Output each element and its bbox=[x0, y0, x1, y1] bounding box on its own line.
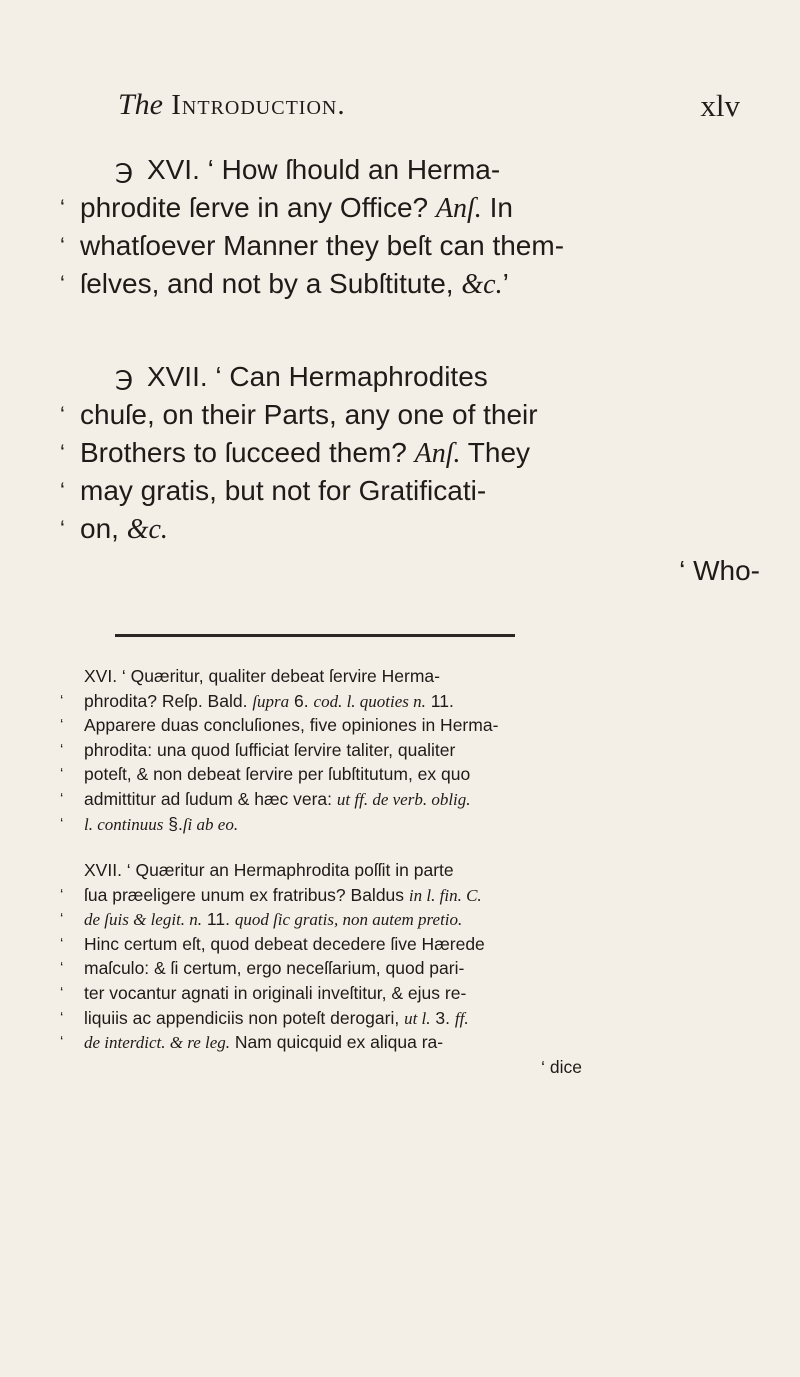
fn17-ff: ff. bbox=[454, 1008, 469, 1028]
fn17-quote: quod ſic gratis, non autem pretio. bbox=[234, 910, 463, 930]
fn17-citation-4: de interdict. & re leg. bbox=[84, 1033, 231, 1053]
footnote-16 bbox=[60, 664, 760, 836]
fn17-line-6: ter vocantur agnati in originali inveſtitur, & ejus re- bbox=[84, 982, 467, 1003]
q17-line-1 bbox=[60, 358, 760, 396]
q17-line-4-text: may gratis, but not for Gratificati- bbox=[80, 475, 487, 506]
etc-abbrev: &c. bbox=[126, 514, 168, 545]
question-17 bbox=[60, 358, 760, 590]
quote-mark: ‘ bbox=[60, 478, 65, 503]
catchword-text: ‘ Who- bbox=[679, 555, 760, 586]
quote-mark: ‘ bbox=[60, 740, 64, 758]
fn16-citation: cod. l. quoties n. bbox=[313, 691, 426, 711]
etc-abbrev: &c. bbox=[461, 269, 503, 300]
quote-mark: ‘ bbox=[60, 716, 64, 734]
quote-mark: ‘ bbox=[60, 983, 64, 1001]
quote-mark: ‘ bbox=[60, 516, 65, 541]
q16-line-2 bbox=[60, 189, 760, 227]
running-head bbox=[118, 88, 740, 138]
q17-number: XVII. bbox=[146, 361, 208, 392]
q16-line-3 bbox=[60, 227, 760, 265]
q17-line-5-text: on, bbox=[80, 513, 119, 544]
q17-line-3 bbox=[60, 434, 760, 472]
quote-mark: ‘ bbox=[60, 1008, 64, 1026]
q16-line-4-text: ſelves, and not by a Subſtitute, bbox=[80, 268, 454, 299]
question-16 bbox=[60, 151, 760, 303]
fn16-num-end: 11. bbox=[430, 690, 454, 711]
section-sign: §. bbox=[168, 813, 183, 834]
quote-mark: ‘ bbox=[60, 934, 64, 952]
answer-abbrev: Anſ. bbox=[435, 193, 482, 224]
quote-mark: ‘ bbox=[60, 233, 65, 258]
running-title-the: The bbox=[118, 88, 163, 121]
quote-mark: ‘ bbox=[60, 765, 64, 783]
fn17-line-1: XVII. ‘ Quæritur an Hermaphrodita poſſit in parte bbox=[84, 860, 454, 880]
q16-line-2-text: phrodite ſerve in any Office? bbox=[80, 192, 429, 223]
q16-line-1-text: ‘ How ſhould an Herma- bbox=[207, 154, 501, 185]
fn17-num: 11. bbox=[206, 909, 230, 930]
footnote-17 bbox=[60, 858, 760, 1079]
fn16-line-6: admittitur ad ſudum & hæc vera: bbox=[84, 788, 333, 809]
fn17-num-2: 3. bbox=[435, 1007, 451, 1028]
quote-mark: ‘ bbox=[60, 885, 64, 903]
fn17-citation-2: de ſuis & legit. n. bbox=[84, 910, 203, 930]
q17-line-2 bbox=[60, 396, 760, 434]
fn17-line-8: Nam quicquid ex aliqua ra- bbox=[234, 1032, 444, 1053]
quote-mark: ‘ bbox=[60, 271, 65, 296]
closing-quote: ’ bbox=[502, 268, 509, 299]
fn17-line-5: maſculo: & ſi certum, ergo neceſſarium, quod pari- bbox=[84, 958, 465, 979]
running-title-text: Introduction. bbox=[171, 89, 346, 121]
q17-line-3-text: Brothers to ſucceed them? bbox=[80, 437, 407, 468]
fn17-line-7: liquiis ac appendiciis non poteſt derogari, bbox=[84, 1007, 400, 1028]
question-mark-icon: ℈ bbox=[115, 156, 134, 186]
answer-abbrev: Anſ. bbox=[414, 438, 461, 469]
quote-mark: ‘ bbox=[60, 814, 64, 832]
q17-line-3-end: They bbox=[467, 437, 531, 468]
fn16-citation-4: ſi ab eo. bbox=[182, 814, 239, 834]
quote-mark: ‘ bbox=[60, 1033, 64, 1051]
fn16-line-1: XVI. ‘ Quæritur, qualiter debeat ſervire Herma- bbox=[84, 666, 440, 686]
quote-mark: ‘ bbox=[60, 440, 65, 465]
catchword-notes-text: ‘ dice bbox=[541, 1056, 582, 1077]
q16-line-1 bbox=[60, 151, 760, 189]
q17-line-5 bbox=[60, 510, 760, 548]
catchword-notes bbox=[60, 1055, 760, 1080]
fn16-citation-3: l. continuus bbox=[84, 814, 164, 834]
q16-number: XVI. bbox=[146, 154, 200, 185]
quote-mark: ‘ bbox=[60, 691, 64, 709]
fn16-num: 6. bbox=[294, 690, 309, 711]
q16-line-3-text: whatſoever Manner they beſt can them- bbox=[80, 230, 565, 261]
question-mark-icon: ℈ bbox=[115, 363, 134, 393]
fn17-line-2: ſua præeligere unum ex fratribus? Baldus bbox=[84, 884, 405, 905]
fn17-citation: in l. fin. C. bbox=[408, 885, 482, 905]
fn17-line-4: Hinc certum eſt, quod debeat decedere ſive Hærede bbox=[84, 933, 485, 954]
quote-mark: ‘ bbox=[60, 789, 64, 807]
quote-mark: ‘ bbox=[60, 402, 65, 427]
footnote-rule bbox=[115, 634, 515, 637]
fn16-line-4: phrodita: una quod ſufficiat ſervire taliter, qualiter bbox=[84, 739, 456, 760]
q17-line-4 bbox=[60, 472, 760, 510]
quote-mark: ‘ bbox=[60, 910, 64, 928]
fn17-citation-3: ut l. bbox=[404, 1008, 431, 1028]
fn16-line-3: Apparere duas concluſiones, five opiniones in Herma- bbox=[84, 715, 499, 736]
fn16-citation-2: ut ff. de verb. oblig. bbox=[336, 789, 471, 809]
q16-line-4 bbox=[60, 265, 760, 303]
quote-mark: ‘ bbox=[60, 959, 64, 977]
q17-line-2-text: chuſe, on their Parts, any one of their bbox=[80, 399, 538, 430]
page-number: xlv bbox=[700, 88, 740, 123]
quote-mark: ‘ bbox=[60, 195, 65, 220]
q17-line-1-text: ‘ Can Hermaphrodites bbox=[215, 361, 488, 392]
fn16-line-5: poteſt, & non debeat ſervire per ſubſtitutum, ex quo bbox=[84, 764, 471, 785]
catchword-main bbox=[60, 552, 760, 590]
fn16-line-2: phrodita? Reſp. Bald. bbox=[84, 690, 248, 711]
q16-line-2-end: In bbox=[489, 192, 513, 223]
fn16-supra: ſupra bbox=[252, 691, 290, 711]
running-title bbox=[118, 88, 346, 122]
